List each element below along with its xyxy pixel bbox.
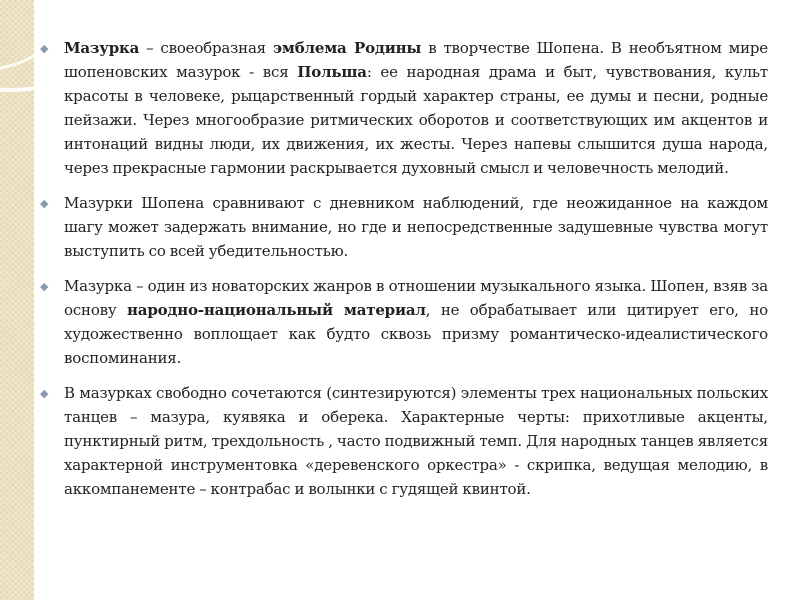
text-run: , не обрабатывает или цитирует его, но художественно воплощает как будто сквозь призму романтическо-идеалистического воспоминания.: [64, 301, 768, 367]
slide-content: [36, 36, 768, 512]
text-run: : ее народная драма и быт, чувствования, культ красоты в человеке, рыцарственный гордый характер страны, ее думы и песни, родные пейзажи. Через многообразие ритмических оборотов и соответствующих им акцентов и интонаций видны люди, их движения, их жесты. Через напевы слышится душа народа, через прекрасные гармонии раскрывается духовный смысл и человечность мелодий.: [64, 63, 768, 177]
text-run: В мазурках свободно сочетаются (синтезируются) элементы трех национальных польских танцев – мазура, куявяка и оберека. Характерные черты: прихотливые акценты, пунктирный ритм, трехдольность , часто подвижный темп. Для народных танцев является характерной инструментовка «деревенского оркестра» - скрипка, ведущая мелодию, в аккомпанементе – контрабас и волынки с гудящей квинтой.: [64, 384, 768, 498]
bullet-list: [36, 36, 768, 501]
text-run: в творчестве Шопена. В необъятном мире шопеновских мазурок - вся: [64, 39, 768, 81]
bold-text-run: эмблема Родины: [272, 39, 422, 57]
diamond-bullet-icon: ◆: [40, 197, 49, 210]
text-run: Мазурка – один из новаторских жанров в отношении музыкального языка. Шопен, взяв за основу: [64, 277, 768, 319]
diamond-bullet-icon: ◆: [40, 280, 49, 293]
text-run: – своеобразная: [139, 39, 273, 57]
diamond-bullet-icon: ◆: [40, 42, 49, 55]
bold-text-run: Мазурка: [64, 39, 140, 57]
bullet-paragraph-2: [36, 191, 768, 263]
bullet-paragraph-3: [36, 274, 768, 370]
bullet-paragraph-1: [36, 36, 768, 180]
bullet-paragraph-4: [36, 381, 768, 501]
bold-text-run: народно-национальный материал: [127, 301, 426, 319]
text-run: Мазурки Шопена сравнивают с дневником наблюдений, где неожиданное на каждом шагу может задержать внимание, но где и непосредственные задушевные чувства могут выступить со всей убедительностью.: [64, 194, 768, 260]
diamond-bullet-icon: ◆: [40, 387, 49, 400]
bold-text-run: Польша: [297, 63, 367, 81]
